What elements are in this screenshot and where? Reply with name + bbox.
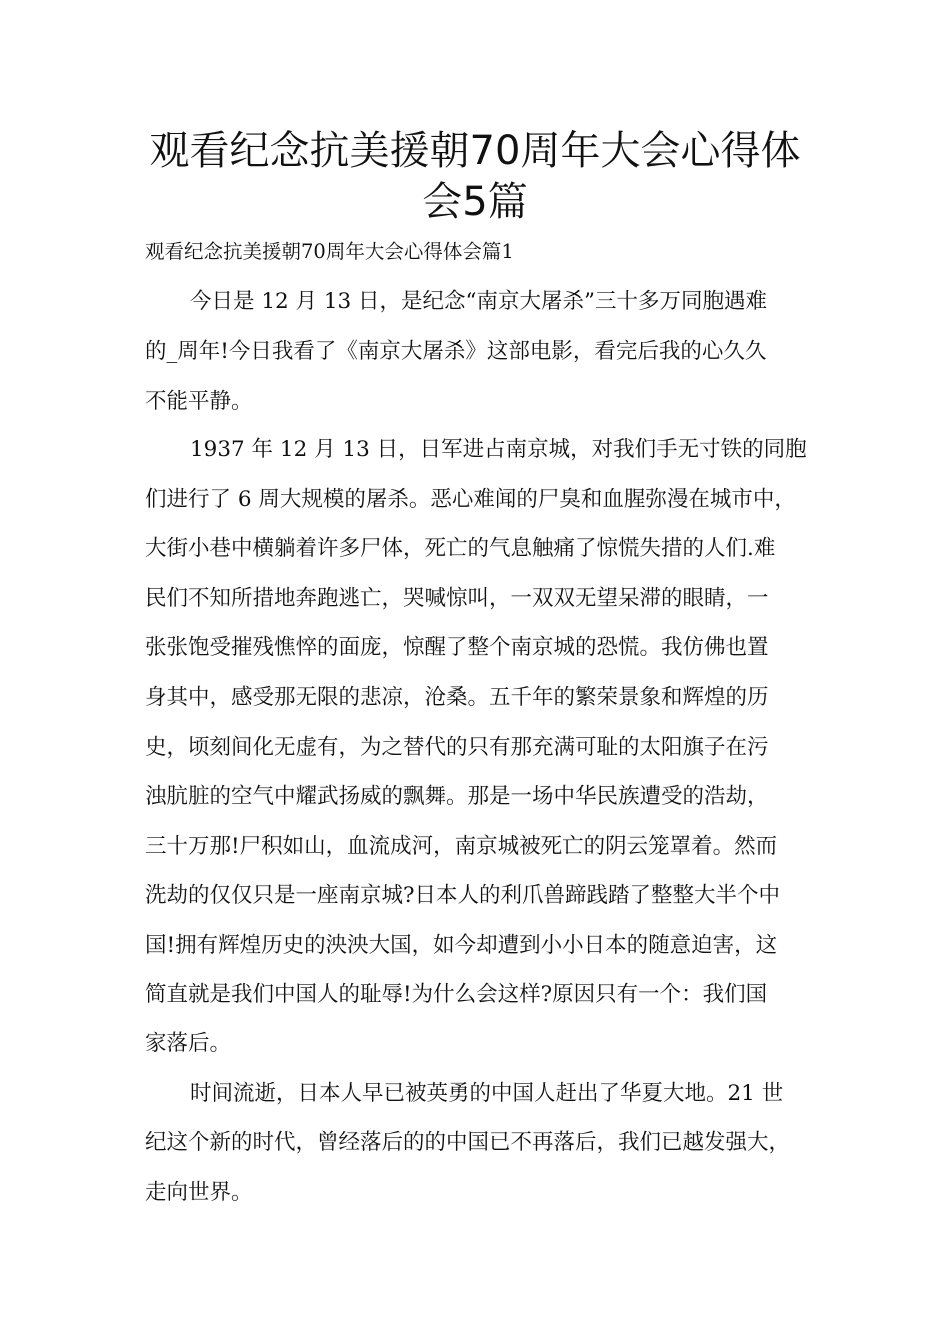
paragraph-2-line-4: 民们不知所措地奔跑逃亡，哭喊惊叫，一双双无望呆滞的眼睛，一	[145, 586, 769, 611]
paragraph-2-line-9: 三十万那!尸积如山，血流成河，南京城被死亡的阴云笼罩着。然而	[145, 834, 778, 859]
paragraph-2-line-8: 浊肮脏的空气中耀武扬威的飘舞。那是一场中华民族遭受的浩劫，	[145, 784, 769, 809]
paragraph-2-line-12: 简直就是我们中国人的耻辱!为什么会这样?原因只有一个：我们国	[145, 982, 768, 1007]
paragraph-1-line-1: 今日是 12 月 13 日，是纪念“南京大屠杀”三十多万同胞遇难	[190, 289, 768, 314]
document-title-line-2: 会5篇	[422, 179, 528, 225]
paragraph-3-line-1: 时间流逝，日本人早已被英勇的中国人赶出了华夏大地。21 世	[190, 1081, 784, 1106]
paragraph-2-line-6: 身其中，感受那无限的悲凉，沧桑。五千年的繁荣景象和辉煌的历	[145, 685, 769, 710]
paragraph-2-line-1: 1937 年 12 月 13 日，日军进占南京城，对我们手无寸铁的同胞	[190, 437, 807, 462]
paragraph-3-line-2: 纪这个新的时代，曾经落后的的中国已不再落后，我们已越发强大，	[145, 1130, 791, 1155]
paragraph-1-line-2: 的_周年!今日我看了《南京大屠杀》这部电影，看完后我的心久久	[145, 339, 767, 364]
paragraph-2-line-11: 国!拥有辉煌历史的泱泱大国，如今却遭到小小日本的随意迫害，这	[145, 933, 778, 958]
paragraph-2-line-2: 们进行了 6 周大规模的屠杀。恶心难闻的尸臭和血腥弥漫在城市中，	[145, 487, 796, 512]
paragraph-2-line-5: 张张饱受摧残憔悴的面庞，惊醒了整个南京城的恐慌。我仿佛也置	[145, 635, 769, 660]
paragraph-2-line-3: 大街小巷中横躺着许多尸体，死亡的气息触痛了惊慌失措的人们.难	[145, 536, 776, 561]
paragraph-3-line-3: 走向世界。	[145, 1180, 253, 1205]
paragraph-2-line-10: 洗劫的仅仅只是一座南京城?日本人的利爪兽蹄践踏了整整大半个中	[145, 883, 781, 908]
section-heading: 观看纪念抗美援朝70周年大会心得体会篇1	[145, 240, 514, 263]
paragraph-2-line-13: 家落后。	[145, 1031, 232, 1056]
document-title-line-1: 观看纪念抗美援朝70周年大会心得体	[149, 128, 801, 174]
paragraph-2-line-7: 史，顷刻间化无虚有，为之替代的只有那充满可耻的太阳旗子在污	[145, 735, 769, 760]
paragraph-1-line-3: 不能平静。	[145, 389, 253, 414]
